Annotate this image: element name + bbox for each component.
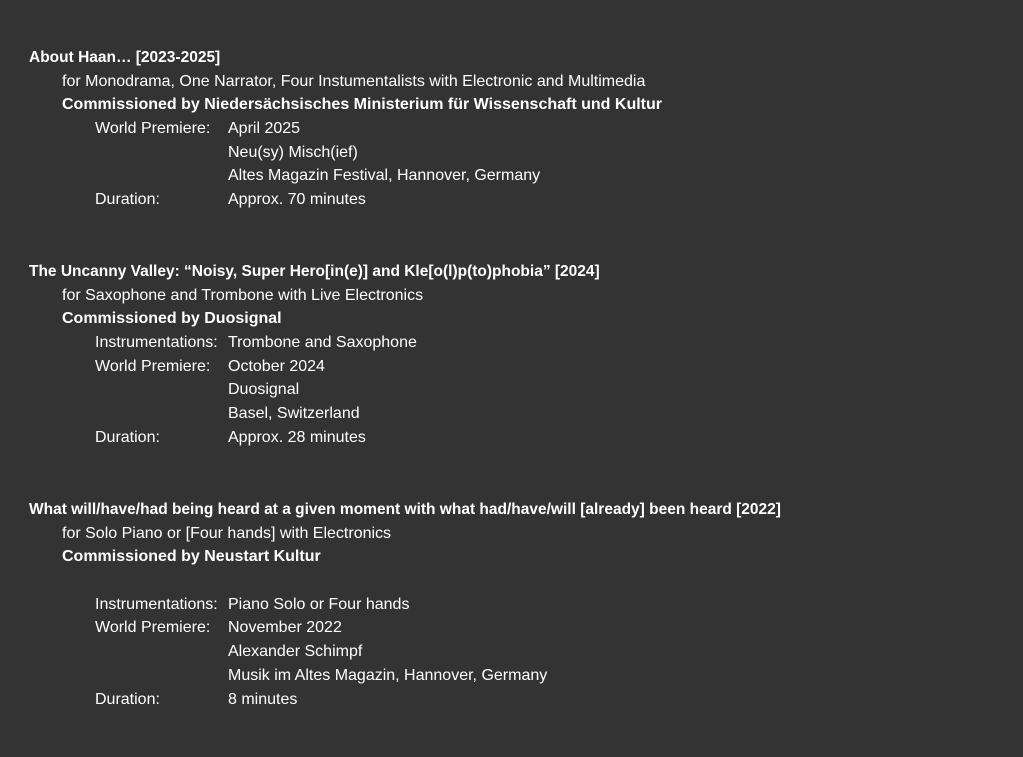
premiere-venue: Altes Magazin Festival, Hannover, Germany [228,167,541,185]
work-instrumentation-line: for Solo Piano or [Four hands] with Electronics [62,524,392,542]
work-title: What will/have/had being heard at a given moment with what had/have/will [already] been heard [2022] [29,501,781,518]
premiere-row [29,117,1009,141]
work-title: The Uncanny Valley: “Noisy, Super Hero[in(e)] and Kle[o(l)p(to)phobia” [2024] [29,263,600,280]
premiere-label: World Premiere: [95,357,211,375]
duration-label: Duration: [95,690,160,708]
premiere-label: World Premiere: [95,619,211,637]
work-commission: Commissioned by Neustart Kultur [62,548,321,566]
instrumentations-row [29,331,1009,355]
duration-label: Duration: [95,428,160,446]
premiere-row [29,355,1009,379]
premiere-venue: Basel, Switzerland [228,405,360,423]
work-entry [29,46,1009,212]
premiere-performer: Duosignal [228,381,300,399]
duration-row [29,188,1009,212]
duration-row [29,426,1009,450]
spacer [29,569,1009,593]
instrumentations-value: Trombone and Saxophone [228,334,417,352]
premiere-row [29,616,1009,640]
premiere-date: November 2022 [228,619,342,637]
work-entry [29,260,1009,450]
work-instrumentation-line: for Saxophone and Trombone with Live Electronics [62,286,424,304]
premiere-venue: Musik im Altes Magazin, Hannover, Germany [228,666,548,684]
instrumentations-label: Instrumentations: [95,595,218,613]
instrumentations-value: Piano Solo or Four hands [228,595,410,613]
work-commission: Commissioned by Duosignal [62,310,282,328]
instrumentations-row [29,593,1009,617]
duration-label: Duration: [95,191,160,209]
work-title: About Haan… [2023-2025] [29,49,221,66]
premiere-label: World Premiere: [95,120,211,138]
work-commission: Commissioned by Niedersächsisches Ministerium für Wissenschaft und Kultur [62,96,662,114]
work-instrumentation-line: for Monodrama, One Narrator, Four Instumentalists with Electronic and Multimedia [62,72,646,90]
duration-row [29,688,1009,712]
duration-value: Approx. 28 minutes [228,428,366,446]
premiere-date: April 2025 [228,120,301,138]
work-entry [29,498,1009,711]
premiere-performer: Neu(sy) Misch(ief) [228,143,358,161]
instrumentations-label: Instrumentations: [95,334,218,352]
duration-value: 8 minutes [228,690,298,708]
premiere-performer: Alexander Schimpf [228,643,363,661]
duration-value: Approx. 70 minutes [228,191,366,209]
premiere-date: October 2024 [228,357,325,375]
